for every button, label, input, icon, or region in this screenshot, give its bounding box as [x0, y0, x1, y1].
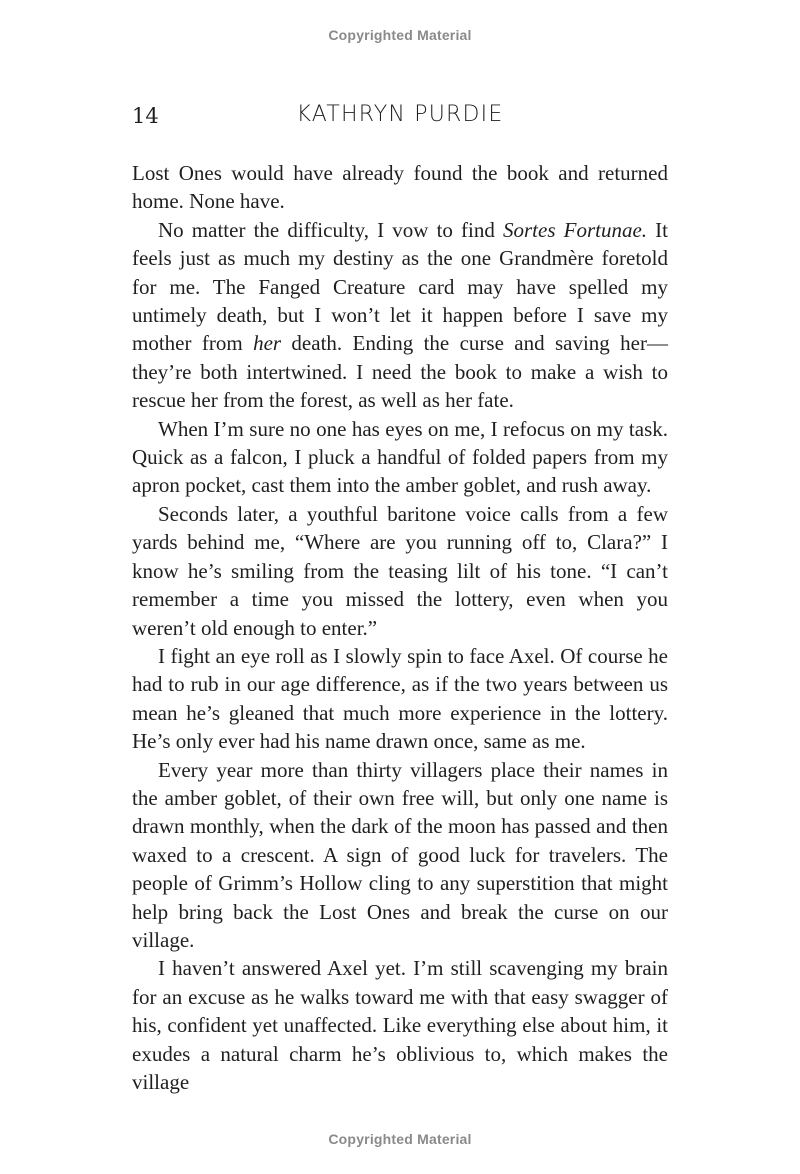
paragraph — [132, 216, 668, 415]
paragraph: Seconds later, a youthful baritone voice calls from a few yards behind me, “Where are you running off to, Clara?” I know he’s smiling from the teasing lilt of his tone. “I can’t remember a time you missed the lottery, even when you weren’t old enough to enter.” — [132, 501, 668, 640]
page-body — [132, 159, 668, 1096]
running-head — [132, 100, 668, 134]
author-name: KATHRYN PURDIE — [296, 102, 504, 127]
copyright-watermark-top: Copyrighted Material — [328, 27, 472, 43]
paragraph: Lost Ones would have already found the book and returned home. None have. — [132, 161, 668, 214]
paragraph: Every year more than thirty villagers place their names in the amber goblet, of their own free will, but only one name is drawn monthly, when the dark of the moon has passed and then waxed to a crescent. A sign of good luck for travelers. The people of Grimm’s Hollow cling to any superstition that might help bring back the Lost Ones and break the curse on our village. — [132, 757, 668, 952]
paragraph-text: No matter the difficulty, I vow to find — [158, 217, 503, 242]
paragraph-text: death. Ending the curse and saving her—they’re both intertwined. I need the book to make a wish to rescue her from the forest, as well as her fate. — [132, 331, 668, 413]
paragraph: When I’m sure no one has eyes on me, I refocus on my task. Quick as a falcon, I pluck a handful of folded papers from my apron pocket, cast them into the amber goblet, and rush away. — [132, 416, 668, 498]
paragraph-text: It feels just as much my destiny as the one Grandmère foretold for me. The Fanged Creature card may have spelled my untimely death, but I won’t let it happen before I save my mother from — [132, 217, 669, 356]
paragraph: I fight an eye roll as I slowly spin to face Axel. Of course he had to rub in our age difference, as if the two years between us mean he’s gleaned that much more experience in the lottery. He’s only ever had his name drawn once, same as me. — [132, 643, 668, 754]
copyright-watermark-bottom: Copyrighted Material — [328, 1131, 472, 1147]
book-title-italic: Sortes Fortunae. — [503, 217, 648, 242]
paragraph: I haven’t answered Axel yet. I’m still scavenging my brain for an excuse as he walks toward me with that easy swagger of his, confident yet unaffected. Like everything else about him, it exudes a natural charm he’s oblivious to, which makes the village — [132, 956, 668, 1094]
page-number: 14 — [132, 104, 159, 128]
emphasis-italic: her — [253, 331, 282, 356]
